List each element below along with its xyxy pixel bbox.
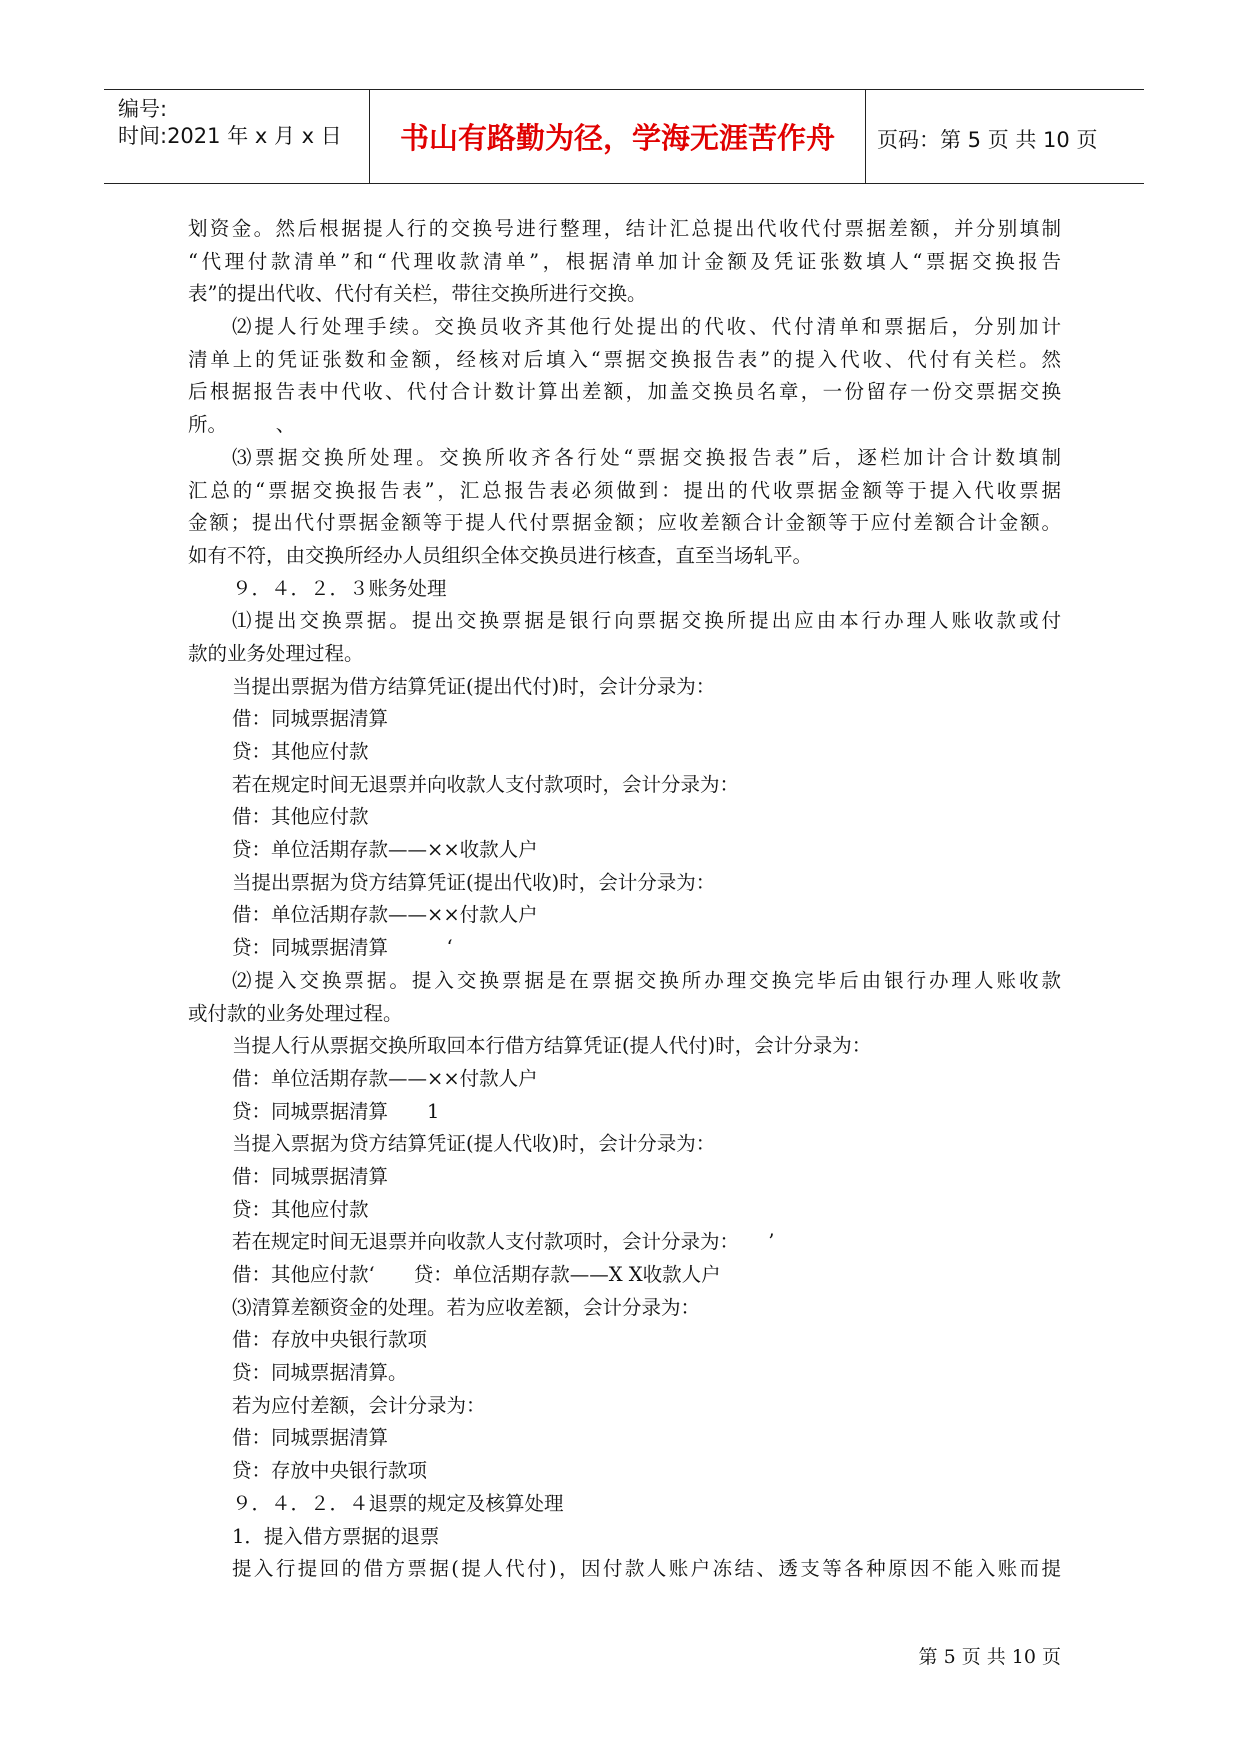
text-line: 当提出票据为贷方结算凭证(提出代收)时，会计分录为： [232, 870, 716, 894]
text-line: ９．４．２．３账务处理 [232, 576, 447, 600]
document-number-label: 编号: [118, 97, 168, 121]
text-line: 或付款的业务处理过程。 [188, 1001, 403, 1025]
text-line: 当提出票据为借方结算凭证(提出代付)时，会计分录为： [232, 674, 716, 698]
text-line: 提入行提回的借方票据(提人代付)，因付款人账户冻结、透支等各种原因不能入账而提 [232, 1557, 1061, 1581]
text-line: 借：同城票据清算 [232, 1426, 389, 1450]
text-line: 借：其他应付款 [232, 805, 369, 829]
text-line: 借：单位活期存款——××付款人户 [232, 1066, 538, 1090]
text-line: ⑵提人行处理手续。交换员收齐其他行处提出的代收、代付清单和票据后，分别加计 [232, 315, 1061, 339]
text-line: 借：其他应付款‘ 贷：单位活期存款——X X收款人户 [232, 1263, 721, 1286]
text-line: 借：同城票据清算 [232, 1164, 389, 1188]
text-line: 划资金。然后根据提人行的交换号进行整理，结计汇总提出代收代付票据差额，并分别填制 [188, 217, 1061, 240]
header-right-cell [865, 90, 1144, 183]
text-line: 如有不符，由交换所经办人员组织全体交换员进行核查，直至当场轧平。 [188, 543, 813, 567]
text-line: ⑶清算差额资金的处理。若为应收差额，会计分录为： [232, 1295, 701, 1319]
header-page-code: 页码：第 5 页 共 10 页 [877, 128, 1098, 152]
text-line: 当提入票据为贷方结算凭证(提人代收)时，会计分录为： [232, 1132, 716, 1156]
text-line: ⑵提入交换票据。提入交换票据是在票据交换所办理交换完毕后由银行办理人账收款 [232, 968, 1061, 992]
text-line: 借：单位活期存款——××付款人户 [232, 903, 538, 927]
text-line: 清单上的凭证张数和金额，经核对后填入“票据交换报告表”的提入代收、代付有关栏。然 [188, 347, 1061, 371]
text-line: 所。 、 [188, 413, 296, 437]
text-line: 借：同城票据清算 [232, 707, 389, 731]
text-line: 若在规定时间无退票并向收款人支付款项时，会计分录为： ’ [232, 1230, 775, 1254]
text-line: 后根据报告表中代收、代付合计数计算出差额，加盖交换员名章，一份留存一份交票据交换 [188, 380, 1061, 404]
text-line: 表”的提出代收、代付有关栏，带往交换所进行交换。 [188, 282, 647, 306]
header-motto: 书山有路勤为径，学海无涯苦作舟 [399, 121, 835, 155]
text-line: 1．提入借方票据的退票 [232, 1524, 440, 1548]
text-line: 当提人行从票据交换所取回本行借方结算凭证(提人代付)时，会计分录为： [232, 1034, 872, 1058]
text-line: 贷：同城票据清算。 [232, 1361, 408, 1385]
text-line: 若在规定时间无退票并向收款人支付款项时，会计分录为： [232, 772, 740, 796]
header-left-cell [104, 90, 369, 183]
text-line: “代理付款清单”和“代理收款清单”，根据清单加计金额及凭证张数填人“票据交换报告 [188, 249, 1061, 273]
text-line: ⑶票据交换所处理。交换所收齐各行处“票据交换报告表”后，逐栏加计合计数填制 [232, 445, 1061, 469]
document-time-label: 时间:2021 年 x 月 x 日 [118, 124, 342, 148]
text-line: ⑴提出交换票据。提出交换票据是银行向票据交换所提出应由本行办理人账收款或付 [232, 609, 1061, 633]
text-line: 款的业务处理过程。 [188, 641, 364, 665]
text-line: ９．４．２．４退票的规定及核算处理 [232, 1491, 564, 1515]
text-line: 贷：同城票据清算 1 [232, 1099, 440, 1123]
text-line: 贷：其他应付款 [232, 740, 369, 763]
text-line: 若为应付差额，会计分录为： [232, 1393, 486, 1417]
page-header [104, 89, 1144, 184]
text-line: 借：存放中央银行款项 [232, 1328, 428, 1352]
text-line: 贷：同城票据清算 ‘ [232, 936, 453, 960]
text-line: 贷：存放中央银行款项 [232, 1459, 428, 1483]
text-line: 金额；提出代付票据金额等于提人代付票据金额；应收差额合计金额等于应付差额合计金额。 [188, 511, 1061, 535]
header-middle-cell [369, 90, 866, 183]
document-body [188, 213, 1061, 1586]
text-line: 贷：其他应付款 [232, 1197, 369, 1221]
text-line: 贷：单位活期存款——××收款人户 [232, 838, 538, 862]
page-footer-number: 第 5 页 共 10 页 [918, 1646, 1061, 1668]
text-line: 汇总的“票据交换报告表”，汇总报告表必须做到：提出的代收票据金额等于提入代收票据 [188, 478, 1061, 502]
